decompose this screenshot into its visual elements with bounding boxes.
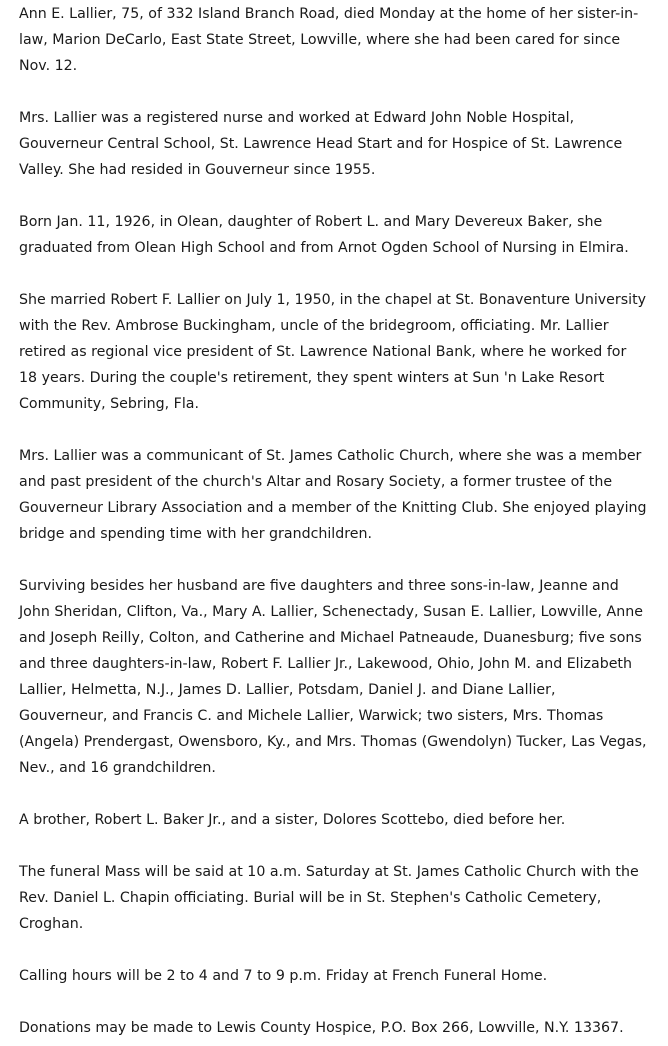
paragraph-birth-education: Born Jan. 11, 1926, in Olean, daughter of Robert L. and Mary Devereux Baker, she graduated from Olean High School and from Arnot Ogden School of Nursing in Elmira.	[19, 214, 629, 256]
paragraph-funeral-mass: The funeral Mass will be said at 10 a.m. Saturday at St. James Catholic Church with the Rev. Daniel L. Chapin officiating. Burial will be in St. Stephen's Catholic Cemetery, Croghan.	[19, 864, 639, 932]
obituary-article	[0, 1, 668, 1041]
paragraph-community: Mrs. Lallier was a communicant of St. James Catholic Church, where she was a member and past president of the church's Altar and Rosary Society, a former trustee of the Gouverneur Library Association and a member of the Knitting Club. She enjoyed playing bridge and spending time with her grandchildren.	[19, 448, 647, 542]
paragraph-death-notice: Ann E. Lallier, 75, of 332 Island Branch Road, died Monday at the home of her sister-in-law, Marion DeCarlo, East State Street, Lowville, where she had been cared for since Nov. 12.	[19, 6, 639, 74]
paragraph-calling-hours: Calling hours will be 2 to 4 and 7 to 9 p.m. Friday at French Funeral Home.	[19, 968, 548, 984]
paragraph-predeceased: A brother, Robert L. Baker Jr., and a sister, Dolores Scottebo, died before her.	[19, 812, 566, 828]
paragraph-survivors: Surviving besides her husband are five daughters and three sons-in-law, Jeanne and John Sheridan, Clifton, Va., Mary A. Lallier, Schenectady, Susan E. Lallier, Lowville, Anne and Joseph Reilly, Colton, and Catherine and Michael Patneaude, Duanesburg; five sons and three daughters-in-law, Robert F. Lallier Jr., Lakewood, Ohio, John M. and Elizabeth Lallier, Helmetta, N.J., James D. Lallier, Potsdam, Daniel J. and Diane Lallier, Gouverneur, and Francis C. and Michele Lallier, Warwick; two sisters, Mrs. Thomas (Angela) Prendergast, Owensboro, Ky., and Mrs. Thomas (Gwendolyn) Tucker, Las Vegas, Nev., and 16 grandchildren.	[19, 578, 647, 776]
paragraph-donations: Donations may be made to Lewis County Hospice, P.O. Box 266, Lowville, N.Y. 13367.	[19, 1020, 624, 1036]
paragraph-marriage: She married Robert F. Lallier on July 1, 1950, in the chapel at St. Bonaventure University with the Rev. Ambrose Buckingham, uncle of the bridegroom, officiating. Mr. Lallier retired as regional vice president of St. Lawrence National Bank, where he worked for 18 years. During the couple's retirement, they spent winters at Sun 'n Lake Resort Community, Sebring, Fla.	[19, 292, 647, 412]
paragraph-career: Mrs. Lallier was a registered nurse and worked at Edward John Noble Hospital, Gouverneur Central School, St. Lawrence Head Start and for Hospice of St. Lawrence Valley. She had resided in Gouverneur since 1955.	[19, 110, 623, 178]
